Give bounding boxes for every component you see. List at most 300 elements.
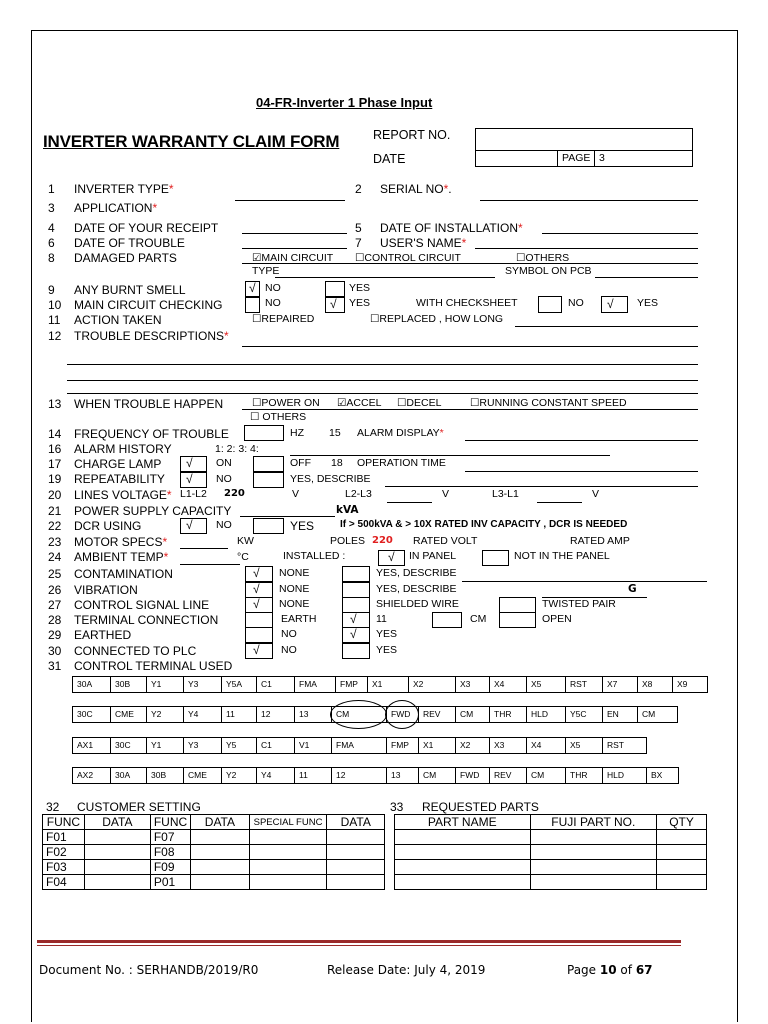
vib-yes-box[interactable] xyxy=(342,582,370,598)
l1-l2-value: 220 xyxy=(224,488,245,499)
terminal-cell[interactable]: BX xyxy=(646,767,679,784)
terminal-cell[interactable]: V1 xyxy=(294,737,332,754)
row-num: 1 xyxy=(48,182,55,196)
frequency-field[interactable] xyxy=(244,425,284,441)
row-num: 26 xyxy=(48,583,62,597)
dcr-note: If > 500kVA & > 10X RATED INV CAPACITY , DCR IS NEEDED xyxy=(340,519,628,530)
power-supply-label: POWER SUPPLY CAPACITY xyxy=(74,504,232,518)
terminal-cell[interactable]: 30B xyxy=(110,676,147,693)
terminal-cell[interactable]: X9 xyxy=(672,676,708,693)
terminal-cell[interactable]: Y3 xyxy=(183,737,222,754)
terminal-cell[interactable]: X1 xyxy=(418,737,456,754)
check-mark: √ xyxy=(388,550,395,564)
terminal-cell[interactable]: Y5A xyxy=(221,676,257,693)
yes-describe-label: YES, DESCRIBE xyxy=(376,583,457,595)
terminal-cell[interactable]: CM xyxy=(637,706,678,723)
type-field[interactable] xyxy=(275,277,495,278)
terminal-cell[interactable]: X4 xyxy=(526,737,566,754)
table-cell[interactable] xyxy=(191,845,249,860)
terminal-cell[interactable]: THR xyxy=(489,706,527,723)
report-no-field[interactable] xyxy=(475,128,693,151)
form-code: 04-FR-Inverter 1 Phase Input xyxy=(256,95,433,110)
open-label: OPEN xyxy=(542,613,572,625)
row-num: 20 xyxy=(48,488,62,502)
table-cell[interactable] xyxy=(191,875,249,890)
underline xyxy=(180,564,240,565)
control-terminal-label: CONTROL TERMINAL USED xyxy=(74,659,233,673)
row-num: 12 xyxy=(48,329,62,343)
terminal-cell[interactable]: RST xyxy=(602,737,647,754)
underline xyxy=(242,409,698,410)
row-num: 19 xyxy=(48,472,62,486)
trouble-date-field[interactable] xyxy=(242,248,347,249)
table-cell[interactable] xyxy=(327,860,385,875)
terminal-cell[interactable]: 13 xyxy=(386,767,419,784)
check-mark: √ xyxy=(186,456,193,470)
trouble-date-label: DATE OF TROUBLE xyxy=(74,236,185,250)
serial-no-field[interactable] xyxy=(480,200,698,201)
open-box[interactable] xyxy=(499,612,536,628)
operation-time-label: OPERATION TIME xyxy=(357,457,446,469)
table-cell[interactable] xyxy=(530,875,657,890)
none-label: NONE xyxy=(279,567,310,579)
t11-label: 11 xyxy=(376,613,387,625)
terminal-cell[interactable]: 13 xyxy=(294,706,332,723)
trouble-desc-line-3[interactable] xyxy=(67,380,698,381)
terminal-cell[interactable]: CM xyxy=(526,767,566,784)
customer-setting-table xyxy=(42,814,385,890)
table-cell[interactable] xyxy=(84,860,150,875)
terminal-cell[interactable]: 30C xyxy=(110,737,147,754)
terminal-cell[interactable]: AX2 xyxy=(72,767,111,784)
page-label: PAGE xyxy=(562,152,591,164)
yes-label: YES xyxy=(637,297,659,309)
no-label: NO xyxy=(216,473,232,485)
kva-unit: kVA xyxy=(336,504,359,516)
footer-rule xyxy=(37,940,681,943)
alarm-history-field[interactable] xyxy=(290,455,610,456)
table-cell[interactable] xyxy=(327,830,385,845)
volt-unit: V xyxy=(292,488,300,500)
row-num: 10 xyxy=(48,298,62,312)
row-num: 9 xyxy=(48,283,55,297)
column-header: PART NAME xyxy=(395,815,531,830)
yes-label: YES xyxy=(376,628,398,640)
installed-label: INSTALLED : xyxy=(283,550,346,562)
no-label: NO xyxy=(265,297,281,309)
row-num: 31 xyxy=(48,659,62,673)
earthed-no-box[interactable] xyxy=(245,627,273,643)
terminal-cell[interactable]: Y5 xyxy=(221,737,257,754)
underline xyxy=(242,263,698,264)
lamp-on-box[interactable] xyxy=(180,456,207,472)
table-cell: F04 xyxy=(43,875,85,890)
row-num: 27 xyxy=(48,598,62,612)
terminal-cell[interactable]: FWD xyxy=(455,767,490,784)
repeat-yes-box[interactable] xyxy=(253,472,284,488)
column-header: DATA xyxy=(84,815,150,830)
dcr-no-box[interactable] xyxy=(180,518,207,534)
no-label: NO xyxy=(568,297,584,309)
column-header: FUNC xyxy=(43,815,85,830)
rated-amp-label: RATED AMP xyxy=(570,535,630,547)
terminal-cell[interactable]: CM xyxy=(331,706,387,723)
on-label: ON xyxy=(216,457,232,469)
alarm-display-field[interactable] xyxy=(465,440,698,441)
table-row xyxy=(395,875,707,890)
user-name-field[interactable] xyxy=(475,248,698,249)
table-cell[interactable] xyxy=(530,860,657,875)
date-label: DATE xyxy=(373,152,406,166)
terminal-cell[interactable]: 11 xyxy=(294,767,332,784)
volt-unit: V xyxy=(592,488,600,500)
decel-checkbox[interactable]: ☐DECEL xyxy=(397,397,442,409)
trouble-desc-line-2[interactable] xyxy=(67,364,698,365)
table-cell[interactable] xyxy=(395,860,531,875)
burnt-yes-box[interactable] xyxy=(325,281,345,297)
row-num: 24 xyxy=(48,550,62,564)
terminal-cell[interactable]: HLD xyxy=(602,767,647,784)
row-num: 30 xyxy=(48,644,62,658)
damaged-parts-label: DAMAGED PARTS xyxy=(74,251,177,265)
contamination-label: CONTAMINATION xyxy=(74,567,173,581)
terminal-cell[interactable]: Y3 xyxy=(183,676,222,693)
terminal-cell[interactable]: C1 xyxy=(256,737,295,754)
terminal-cell[interactable]: AX1 xyxy=(72,737,111,754)
rated-volt-label: RATED VOLT xyxy=(413,535,478,547)
check-mark: √ xyxy=(350,612,357,626)
no-label: NO xyxy=(281,644,297,656)
dcr-yes-box[interactable] xyxy=(253,518,284,534)
receipt-date-field[interactable] xyxy=(242,233,347,234)
shielded-box[interactable] xyxy=(342,597,370,613)
row-num: 15 xyxy=(329,427,341,439)
check-mark: √ xyxy=(249,281,256,295)
terminal-cell[interactable]: FMA xyxy=(294,676,336,693)
terminal-cell[interactable]: FMA xyxy=(331,737,387,754)
earthed-label: EARTHED xyxy=(74,628,132,642)
terminal-cell[interactable]: CME xyxy=(110,706,147,723)
table-cell[interactable] xyxy=(657,845,707,860)
terminal-cell[interactable]: Y1 xyxy=(146,737,184,754)
table-row xyxy=(395,830,707,845)
row-num: 14 xyxy=(48,427,62,441)
check-mark: √ xyxy=(186,518,193,532)
table-cell: F07 xyxy=(150,830,190,845)
operation-time-field[interactable] xyxy=(465,471,698,472)
row-num: 3 xyxy=(48,201,55,215)
check-mark: √ xyxy=(253,566,260,580)
table-cell: F03 xyxy=(43,860,85,875)
control-circuit-checkbox[interactable]: ☐CONTROL CIRCUIT xyxy=(355,252,461,264)
check-mark: √ xyxy=(350,627,357,641)
requested-parts-title: REQUESTED PARTS xyxy=(422,800,539,814)
terminal-cell[interactable]: X7 xyxy=(602,676,638,693)
terminal-cell[interactable]: FWD xyxy=(386,706,419,723)
terminal-cell[interactable]: RST xyxy=(565,676,603,693)
table-cell[interactable] xyxy=(395,875,531,890)
footer-rule-thin xyxy=(37,945,681,946)
check-mark: √ xyxy=(186,472,193,486)
table-cell[interactable] xyxy=(657,830,707,845)
motor-specs-label: MOTOR SPECS* xyxy=(74,535,168,549)
table-cell[interactable] xyxy=(84,875,150,890)
column-header: FUJI PART NO. xyxy=(530,815,657,830)
check-mark: √ xyxy=(607,297,614,311)
yes-label: YES xyxy=(290,519,315,533)
install-date-label: DATE OF INSTALLATION* xyxy=(380,221,523,235)
yes-label: YES xyxy=(349,297,371,309)
power-on-checkbox[interactable]: ☐POWER ON xyxy=(252,397,320,409)
twisted-box[interactable] xyxy=(499,597,536,613)
others-checkbox[interactable]: ☐OTHERS xyxy=(516,252,570,264)
table-cell[interactable] xyxy=(191,830,249,845)
cm-label: CM xyxy=(470,613,487,625)
check-mark: √ xyxy=(330,297,337,311)
trouble-desc-label: TROUBLE DESCRIPTIONS* xyxy=(74,329,229,343)
off-label: OFF xyxy=(290,457,311,469)
main-circuit-check-label: MAIN CIRCUIT CHECKING xyxy=(74,298,223,312)
terminal-cell[interactable]: 30B xyxy=(146,767,184,784)
no-label: NO xyxy=(281,628,297,640)
terminal-cell[interactable]: Y2 xyxy=(146,706,184,723)
dcr-using-label: DCR USING xyxy=(74,519,142,533)
terminal-cell[interactable]: EN xyxy=(602,706,638,723)
terminal-cell[interactable]: Y4 xyxy=(183,706,222,723)
trouble-desc-line-4[interactable] xyxy=(67,393,698,394)
page-divider-2 xyxy=(594,150,595,167)
terminal-cell[interactable]: X3 xyxy=(489,737,527,754)
vib-describe-field[interactable] xyxy=(462,581,707,582)
terminal-cell[interactable]: Y4 xyxy=(256,767,295,784)
others-checkbox[interactable]: ☐ OTHERS xyxy=(250,411,307,423)
document-number: Document No. : SERHANDB/2019/R0 xyxy=(39,963,259,977)
l2-l3-label: L2-L3 xyxy=(345,488,372,500)
alarm-history-slots: 1: 2: 3: 4: xyxy=(215,443,259,455)
terminal-cell[interactable]: Y2 xyxy=(221,767,257,784)
yes-describe-label: YES, DESCRIBE xyxy=(290,473,371,485)
terminal-cell[interactable]: 30A xyxy=(110,767,147,784)
terminal-cell[interactable]: 30A xyxy=(72,676,111,693)
yes-label: YES xyxy=(376,644,398,656)
terminal-cell[interactable]: Y1 xyxy=(146,676,184,693)
charge-lamp-label: CHARGE LAMP xyxy=(74,457,162,471)
plc-yes-box[interactable] xyxy=(342,643,370,659)
accel-checkbox[interactable]: ☑ACCEL xyxy=(337,397,382,409)
row-num: 21 xyxy=(48,504,62,518)
not-in-panel-label: NOT IN THE PANEL xyxy=(514,550,610,562)
serial-no-label: SERIAL NO*. xyxy=(380,182,452,196)
shielded-label: SHIELDED WIRE xyxy=(376,598,459,610)
checksheet-yes-box[interactable] xyxy=(601,296,628,313)
terminal-cell[interactable]: HLD xyxy=(526,706,566,723)
kw-label: KW xyxy=(237,535,254,547)
control-signal-label: CONTROL SIGNAL LINE xyxy=(74,598,210,612)
alarm-display-label: ALARM DISPLAY* xyxy=(357,427,444,439)
table-cell[interactable] xyxy=(249,875,327,890)
row-num: 25 xyxy=(48,567,62,581)
ambient-temp-field[interactable] xyxy=(180,548,228,549)
terminal-cell[interactable]: X1 xyxy=(367,676,409,693)
earth-label: EARTH xyxy=(281,613,317,625)
inverter-type-label: INVERTER TYPE* xyxy=(74,182,174,196)
report-no-label: REPORT NO. xyxy=(373,128,451,142)
table-cell: F02 xyxy=(43,845,85,860)
table-cell[interactable] xyxy=(530,830,657,845)
table-row xyxy=(43,860,385,875)
poles-value: 220 xyxy=(372,535,393,546)
g-unit: G xyxy=(628,583,637,595)
table-cell[interactable] xyxy=(249,830,327,845)
volt-unit: V xyxy=(442,488,450,500)
terminal-cell[interactable]: C1 xyxy=(256,676,295,693)
pcb-field[interactable] xyxy=(595,277,698,278)
lines-voltage-label: LINES VOLTAGE* xyxy=(74,488,172,502)
table-cell[interactable] xyxy=(84,830,150,845)
action-taken-label: ACTION TAKEN xyxy=(74,313,162,327)
terminal-cell[interactable]: FMP xyxy=(386,737,419,754)
connected-plc-label: CONNECTED TO PLC xyxy=(74,644,197,658)
terminal-cell[interactable]: X2 xyxy=(408,676,456,693)
table-cell[interactable] xyxy=(530,845,657,860)
how-long-field[interactable] xyxy=(515,326,698,327)
table-cell: F01 xyxy=(43,830,85,845)
page-value: 3 xyxy=(599,152,605,164)
column-header: DATA xyxy=(191,815,249,830)
terminal-cell[interactable]: X3 xyxy=(455,676,490,693)
table-cell[interactable] xyxy=(327,875,385,890)
row-num: 2 xyxy=(355,182,362,196)
terminal-cell[interactable]: X8 xyxy=(637,676,673,693)
table-cell: P01 xyxy=(150,875,190,890)
power-supply-field[interactable] xyxy=(240,516,335,517)
table-row xyxy=(395,860,707,875)
checksheet-no-box[interactable] xyxy=(538,296,562,313)
type-label: TYPE xyxy=(252,265,280,277)
table-cell: F08 xyxy=(150,845,190,860)
table-row xyxy=(43,875,385,890)
table-cell[interactable] xyxy=(327,845,385,860)
mc-no-box[interactable] xyxy=(245,297,260,313)
table-cell[interactable] xyxy=(191,860,249,875)
row-num: 6 xyxy=(48,236,55,250)
table-cell[interactable] xyxy=(249,845,327,860)
column-header: FUNC xyxy=(150,815,190,830)
inverter-type-field[interactable] xyxy=(235,200,345,201)
replaced-checkbox[interactable]: ☐REPLACED , HOW LONG xyxy=(370,313,504,325)
l2-l3-field[interactable] xyxy=(387,502,432,503)
none-label: NONE xyxy=(279,583,310,595)
terminal-cell[interactable]: X4 xyxy=(489,676,527,693)
row-num: 7 xyxy=(355,236,362,250)
table-cell[interactable] xyxy=(84,845,150,860)
terminal-cell[interactable]: 12 xyxy=(256,706,295,723)
no-label: NO xyxy=(216,519,232,531)
ambient-temp-label: AMBIENT TEMP* xyxy=(74,550,169,564)
terminal-connection-label: TERMINAL CONNECTION xyxy=(74,613,219,627)
table-cell[interactable] xyxy=(657,860,707,875)
section-num: 32 xyxy=(46,800,60,814)
terminal-cell[interactable]: 30C xyxy=(72,706,111,723)
application-label: APPLICATION* xyxy=(74,201,158,215)
row-num: 5 xyxy=(355,221,362,235)
release-date: Release Date: July 4, 2019 xyxy=(327,963,486,977)
column-header: DATA xyxy=(327,815,385,830)
terminal-cell[interactable]: REV xyxy=(489,767,527,784)
row-num: 18 xyxy=(331,457,343,469)
terminal-cell[interactable]: THR xyxy=(565,767,603,784)
user-name-label: USER'S NAME* xyxy=(380,236,467,250)
column-header: QTY xyxy=(657,815,707,830)
terminal-cell[interactable]: CM xyxy=(418,767,456,784)
terminal-cell[interactable]: Y5C xyxy=(565,706,603,723)
terminal-cell[interactable]: X5 xyxy=(526,676,566,693)
row-num: 16 xyxy=(48,442,62,456)
table-cell[interactable] xyxy=(395,845,531,860)
celsius-unit: °C xyxy=(237,551,249,563)
table-cell[interactable] xyxy=(249,860,327,875)
install-date-field[interactable] xyxy=(542,233,698,234)
l3-l1-field[interactable] xyxy=(537,502,582,503)
row-num: 23 xyxy=(48,535,62,549)
in-panel-label: IN PANEL xyxy=(409,550,457,562)
cm-box[interactable] xyxy=(432,612,462,628)
repeat-no-box[interactable] xyxy=(180,472,207,488)
terminal-cell[interactable]: FMP xyxy=(335,676,368,693)
terminal-cell[interactable]: REV xyxy=(418,706,456,723)
not-in-panel-box[interactable] xyxy=(482,550,509,566)
contam-yes-box[interactable] xyxy=(342,566,370,582)
column-header: SPECIAL FUNC xyxy=(249,815,327,830)
page-number: Page 10 of 67 xyxy=(567,963,653,977)
vibration-label: VIBRATION xyxy=(74,583,138,597)
terminal-cell[interactable]: X2 xyxy=(455,737,490,754)
requested-parts-table xyxy=(394,814,707,890)
symbol-pcb-label: SYMBOL ON PCB xyxy=(505,265,592,277)
table-cell[interactable] xyxy=(657,875,707,890)
customer-setting-title: CUSTOMER SETTING xyxy=(77,800,201,814)
row-num: 29 xyxy=(48,628,62,642)
earth-box[interactable] xyxy=(245,612,273,628)
repaired-checkbox[interactable]: ☐REPAIRED xyxy=(252,313,315,325)
terminal-cell[interactable]: CM xyxy=(455,706,490,723)
trouble-desc-line-1[interactable] xyxy=(242,346,698,347)
lamp-off-box[interactable] xyxy=(253,456,284,472)
check-mark: √ xyxy=(253,643,260,657)
check-mark: √ xyxy=(253,582,260,596)
row-num: 4 xyxy=(48,221,55,235)
row-num: 28 xyxy=(48,613,62,627)
terminal-cell[interactable]: X5 xyxy=(565,737,603,754)
terminal-cell[interactable]: CME xyxy=(183,767,222,784)
yes-label: YES xyxy=(349,282,371,294)
when-trouble-label: WHEN TROUBLE HAPPEN xyxy=(74,397,224,411)
table-row xyxy=(43,830,385,845)
repeat-describe-field[interactable] xyxy=(385,486,698,487)
terminal-cell[interactable]: 12 xyxy=(331,767,387,784)
none-label: NONE xyxy=(279,598,310,610)
table-cell[interactable] xyxy=(395,830,531,845)
main-circuit-checkbox[interactable]: ☑MAIN CIRCUIT xyxy=(252,252,334,264)
row-num: 17 xyxy=(48,457,62,471)
l1-l2-label: L1-L2 xyxy=(180,488,207,500)
poles-label: POLES xyxy=(330,535,366,547)
row-num: 8 xyxy=(48,251,55,265)
terminal-cell[interactable]: 11 xyxy=(221,706,257,723)
l3-l1-label: L3-L1 xyxy=(492,488,519,500)
table-row xyxy=(395,845,707,860)
running-checkbox[interactable]: ☐RUNNING CONSTANT SPEED xyxy=(470,397,627,409)
